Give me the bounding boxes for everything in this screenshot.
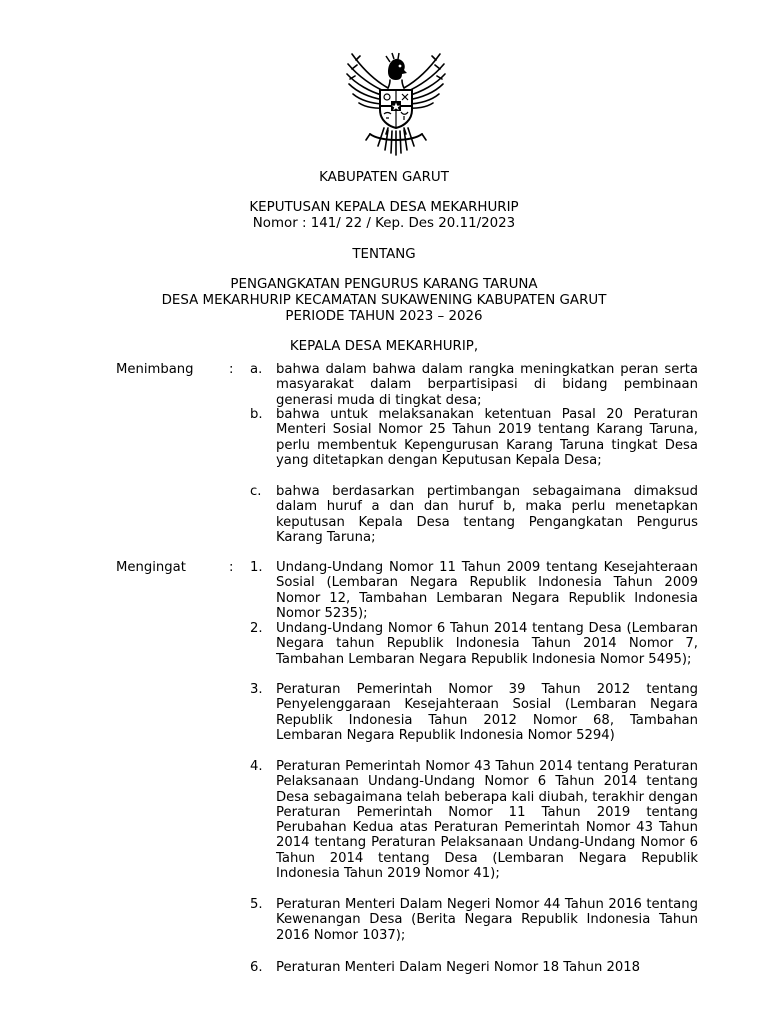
- item-mark: 1.: [250, 560, 263, 575]
- subject-line-1: PENGANGKATAN PENGURUS KARANG TARUNA: [230, 277, 538, 292]
- item-mark: b.: [250, 407, 263, 422]
- item-mark: 6.: [250, 960, 263, 975]
- decree-number: Nomor : 141/ 22 / Kep. Des 20.11/2023: [252, 216, 516, 231]
- mengingat-colon: :: [229, 560, 234, 575]
- item-mark: 3.: [250, 682, 263, 697]
- item-text: bahwa untuk melaksanakan ketentuan Pasal 20 Peraturan Menteri Sosial Nomor 25 Tahun 2019 tentang Karang Taruna, perlu membentuk Kepengurusan Karang Taruna tingkat Desa yang ditetapkan dengan Keputusan Kepala Desa;: [276, 407, 698, 468]
- decree-title: KEPUTUSAN KEPALA DESA MEKARHURIP: [249, 200, 519, 215]
- subject-line-2: DESA MEKARHURIP KECAMATAN SUKAWENING KABUPATEN GARUT: [161, 293, 607, 308]
- item-mark: 4.: [250, 759, 263, 774]
- item-text: Undang-Undang Nomor 11 Tahun 2009 tentang Kesejahteraan Sosial (Lembaran Negara Republik Indonesia Tahun 2009 Nomor 12, Tambahan Lembaran Negara Republik Indonesia Nomor 5235);: [276, 560, 698, 621]
- garuda-emblem-icon: [344, 50, 448, 160]
- about-heading: TENTANG: [352, 247, 416, 262]
- item-text: Undang-Undang Nomor 6 Tahun 2014 tentang Desa (Lembaran Negara tahun Republik Indonesia Tahun 2014 Nomor 7, Tambahan Lembaran Negara Republik Indonesia Nomor 5495);: [276, 621, 698, 667]
- item-text: bahwa dalam bahwa dalam rangka meningkatkan peran serta masyarakat dalam berpartisipasi di bidang pembinaan generasi muda di tingkat desa;: [276, 362, 698, 408]
- mengingat-label: Mengingat: [116, 560, 186, 575]
- item-text: bahwa berdasarkan pertimbangan sebagaimana dimaksud dalam huruf a dan dan huruf b, maka perlu menetapkan keputusan Kepala Desa tentang Pengangkatan Pengurus Karang Taruna;: [276, 484, 698, 545]
- menimbang-colon: :: [229, 362, 234, 377]
- item-mark: c.: [250, 484, 262, 499]
- subject-line-3: PERIODE TAHUN 2023 – 2026: [285, 309, 483, 324]
- item-text: Peraturan Pemerintah Nomor 39 Tahun 2012 tentang Penyelenggaraan Kesejahteraan Sosial (Lembaran Negara Republik Indonesia Tahun 2012 Nomor 68, Tambahan Lembaran Negara Republik Indonesia Nomor 5294): [276, 682, 698, 743]
- item-text: Peraturan Menteri Dalam Negeri Nomor 44 Tahun 2016 tentang Kewenangan Desa (Berita Negara Republik Indonesia Tahun 2016 Nomor 1037);: [276, 897, 698, 943]
- regency-name: KABUPATEN GARUT: [319, 170, 449, 185]
- item-mark: 2.: [250, 621, 263, 636]
- issuer-heading: KEPALA DESA MEKARHURIP,: [289, 339, 479, 354]
- item-mark: 5.: [250, 897, 263, 912]
- item-text: Peraturan Menteri Dalam Negeri Nomor 18 Tahun 2018: [276, 960, 641, 975]
- menimbang-label: Menimbang: [116, 362, 194, 377]
- item-text: Peraturan Pemerintah Nomor 43 Tahun 2014 tentang Peraturan Pelaksanaan Undang-Undang Nomor 6 Tahun 2014 tentang Desa sebagaimana telah beberapa kali diubah, terakhir dengan Peraturan Pemerintah Nomor 11 Tahun 2019 tentang Perubahan Kedua atas Peraturan Pemerintah Nomor 43 Tahun 2014 tentang Peraturan Pelaksanaan Undang-Undang Nomor 6 Tahun 2014 tentang Desa (Lembaran Negara Republik Indonesia Tahun 2019 Nomor 41);: [276, 759, 698, 882]
- item-mark: a.: [250, 362, 263, 377]
